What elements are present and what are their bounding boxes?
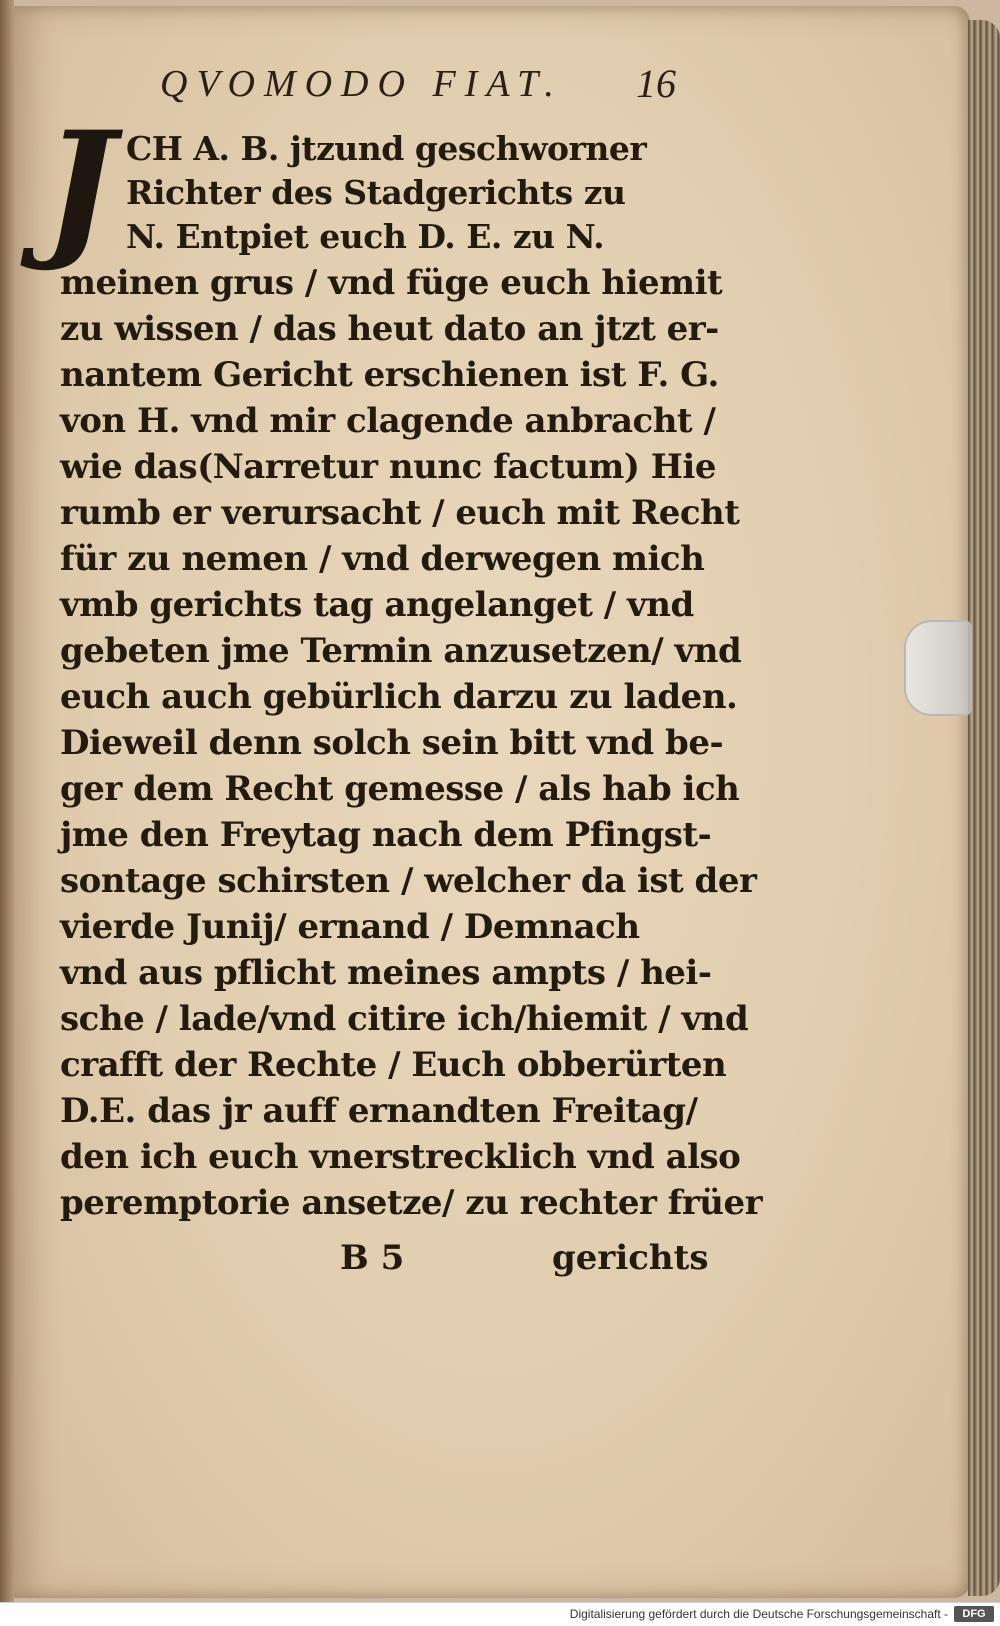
book-gutter bbox=[0, 0, 14, 1602]
text-line: D.E. das jr auff ernandten Freitag/ bbox=[60, 1091, 698, 1131]
text-line: für zu nemen / vnd derwegen mich bbox=[60, 539, 705, 579]
text-line: Dieweil denn solch sein bitt vnd be- bbox=[60, 723, 724, 763]
text-line: vierde Junij/ ernand / Demnach bbox=[60, 907, 640, 947]
text-line: von H. vnd mir clagende anbracht / bbox=[60, 401, 716, 441]
text-line: ger dem Recht gemesse / als hab ich bbox=[60, 769, 740, 809]
drop-cap-initial: J bbox=[44, 99, 115, 275]
text-line: sontage schirsten / welcher da ist der bbox=[60, 861, 757, 901]
text-line: peremptorie ansetze/ zu rechter früer bbox=[60, 1183, 763, 1223]
text-line: rumb er verursacht / euch mit Recht bbox=[60, 493, 740, 533]
text-line: Richter des Stadgerichts zu bbox=[126, 173, 626, 212]
signature-mark: B 5 bbox=[340, 1238, 405, 1278]
text-line: zu wissen / das heut dato an jtzt er- bbox=[60, 309, 719, 349]
funding-credit: Digitalisierung gefördert durch die Deutsche Forschungsgemeinschaft - bbox=[569, 1607, 948, 1621]
catchword-row bbox=[340, 1238, 709, 1288]
text-line: meinen grus / vnd füge euch hiemit bbox=[60, 263, 723, 303]
text-line: wie das(Narretur nunc factum) Hie bbox=[60, 447, 716, 487]
text-line: vnd aus pflicht meines ampts / hei- bbox=[60, 953, 712, 993]
footer-bar bbox=[0, 1602, 1000, 1626]
text-line: jme den Freytag nach dem Pfingst- bbox=[60, 815, 712, 855]
text-line: CH A. B. jtzund geschworner bbox=[126, 129, 647, 168]
text-line: euch auch gebürlich darzu zu laden. bbox=[60, 677, 738, 717]
text-line: vmb gerichts tag angelanget / vnd bbox=[60, 585, 694, 625]
text-line: gebeten jme Termin anzusetzen/ vnd bbox=[60, 631, 742, 671]
page-edges bbox=[968, 20, 1000, 1596]
text-line: crafft der Rechte / Euch obberürten bbox=[60, 1045, 727, 1085]
text-line: nantem Gericht erschienen ist F. G. bbox=[60, 355, 719, 395]
text-line: N. Entpiet euch D. E. zu N. bbox=[126, 217, 605, 256]
page-number: 16 bbox=[636, 61, 676, 106]
text-line: sche / lade/vnd citire ich/hiemit / vnd bbox=[60, 999, 749, 1039]
running-head: QVOMODO FIAT. bbox=[160, 63, 563, 105]
text-line: den ich euch vnerstrecklich vnd also bbox=[60, 1137, 741, 1177]
page-clip-tab bbox=[904, 620, 972, 716]
dfg-logo-badge: DFG bbox=[954, 1606, 994, 1622]
catchword: gerichts bbox=[552, 1238, 709, 1278]
